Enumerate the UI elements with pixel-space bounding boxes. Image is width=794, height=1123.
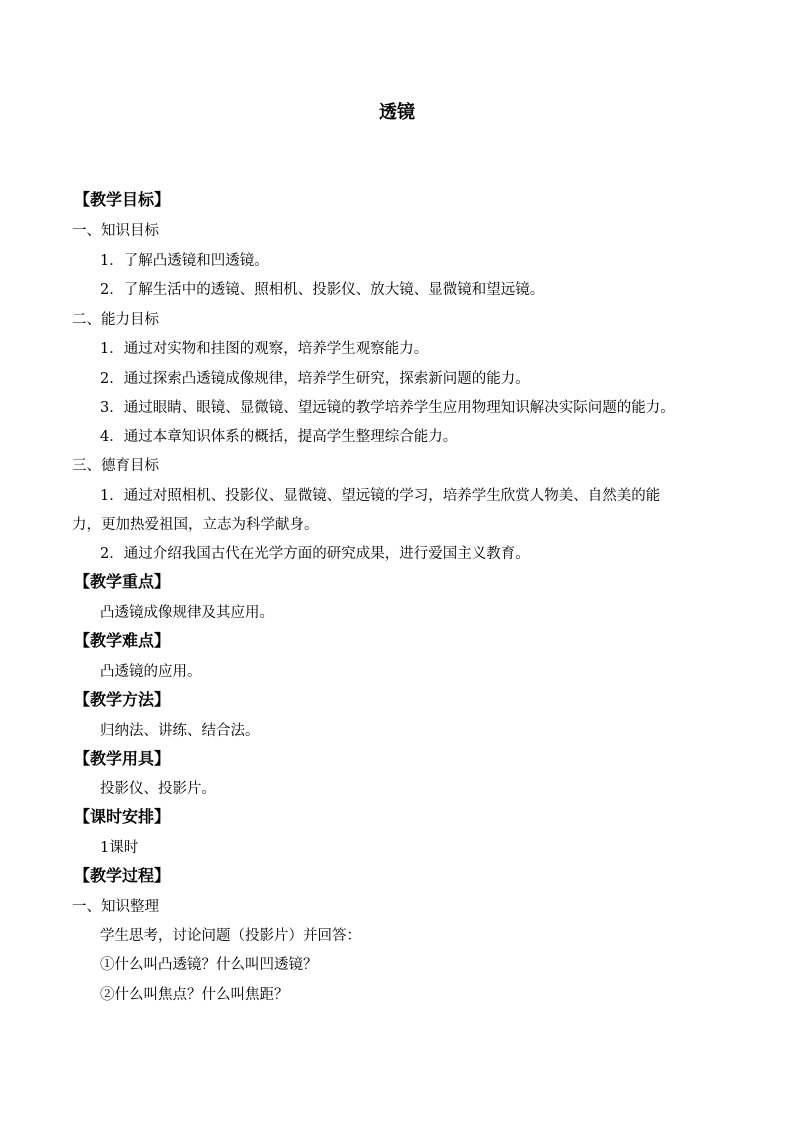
question-1: ①什么叫凸透镜？什么叫凹透镜？ [100,957,318,973]
subheading-ability: 二、能力目标 [72,312,159,328]
section-heading-methods: 【教学方法】 [74,690,171,709]
ability-item-3: 3．通过眼睛、眼镜、显微镜、望远镜的教学培养学生应用物理知识解决实际问题的能力。 [100,400,675,416]
ability-item-1: 1．通过对实物和挂图的观察，培养学生观察能力。 [100,341,429,357]
subheading-knowledge-review: 一、知识整理 [72,899,159,915]
section-heading-process: 【教学过程】 [74,866,171,885]
question-2: ②什么叫焦点？什么叫焦距？ [100,987,289,1003]
process-paragraph: 学生思考，讨论问题（投影片）并回答： [100,928,361,944]
section-heading-key-points: 【教学重点】 [74,572,171,591]
methods-text: 归纳法、讲练、结合法。 [100,723,260,739]
section-heading-difficulties: 【教学难点】 [74,631,171,650]
section-heading-tools: 【教学用具】 [74,749,171,768]
moral-item-1-line-2: 力，更加热爱祖国，立志为科学献身。 [72,517,319,533]
subheading-moral: 三、德育目标 [72,458,159,474]
moral-item-2: 2．通过介绍我国古代在光学方面的研究成果，进行爱国主义教育。 [100,546,530,562]
section-heading-schedule: 【课时安排】 [74,807,171,826]
tools-text: 投影仪、投影片。 [100,781,216,797]
section-heading-objectives: 【教学目标】 [74,190,171,209]
knowledge-item-2: 2．了解生活中的透镜、照相机、投影仪、放大镜、显微镜和望远镜。 [100,282,545,298]
key-points-text: 凸透镜成像规律及其应用。 [100,605,274,621]
knowledge-item-1: 1．了解凸透镜和凹透镜。 [100,253,269,269]
difficulties-text: 凸透镜的应用。 [100,664,202,680]
subheading-knowledge: 一、知识目标 [72,223,159,239]
ability-item-2: 2．通过探索凸透镜成像规律，培养学生研究，探索新问题的能力。 [100,371,530,387]
moral-item-1-line-1: 1．通过对照相机、投影仪、显微镜、望远镜的学习，培养学生欣赏人物美、自然美的能 [100,488,661,504]
document-title: 透镜 [379,102,415,123]
schedule-text: 1课时 [100,840,139,856]
ability-item-4: 4．通过本章知识体系的概括，提高学生整理综合能力。 [100,429,458,445]
